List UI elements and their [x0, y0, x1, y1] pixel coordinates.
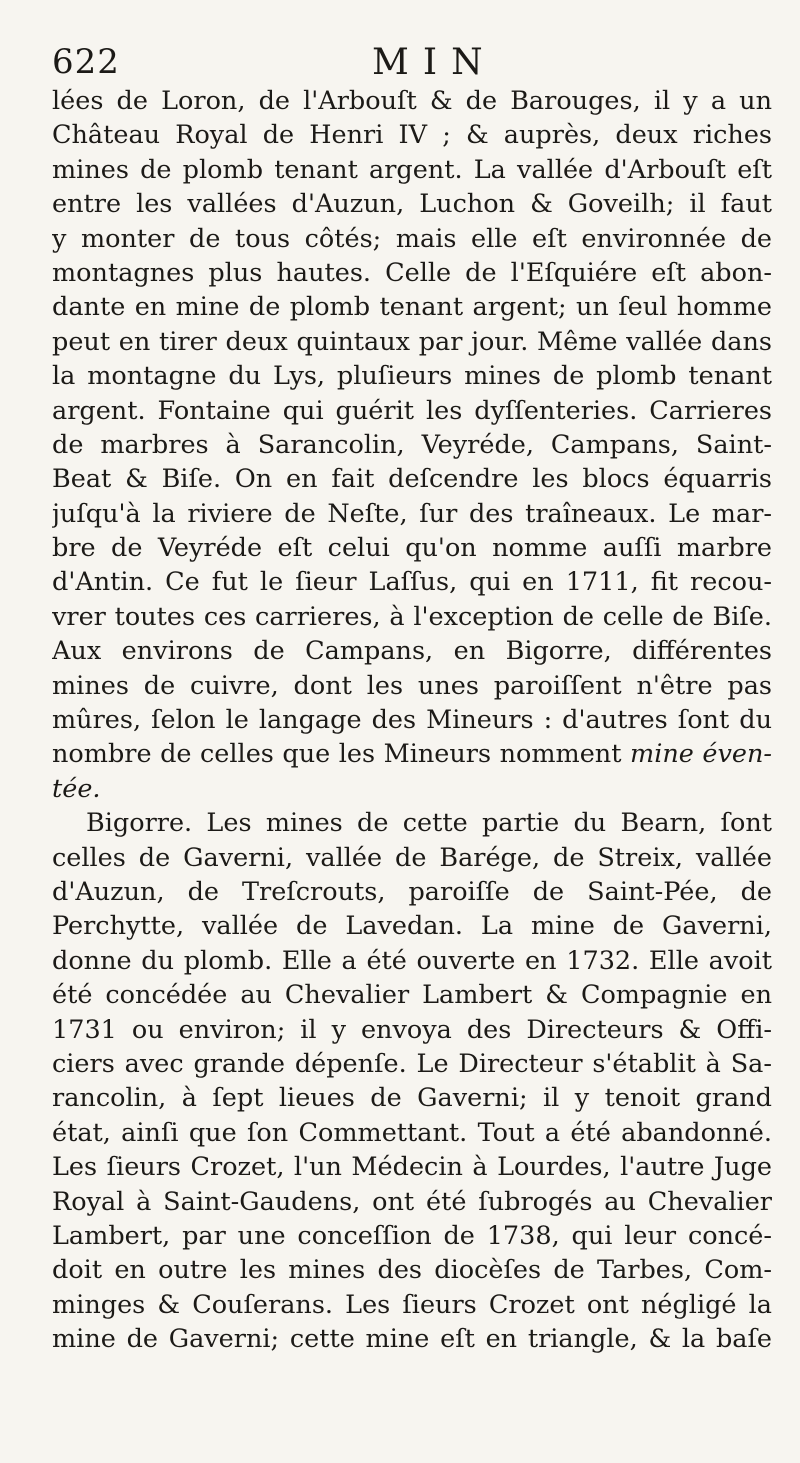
text-line: 1731 ou environ; il y envoya des Directeurs & Offi- [52, 1014, 772, 1045]
italic-term-end: tée. [52, 773, 101, 804]
text-line: d'Auzun, de Treſcrouts, paroiſſe de Saint-Pée, de [52, 876, 772, 907]
text-line: ciers avec grande dépenſe. Le Directeur s'établit à Sa- [52, 1048, 772, 1079]
text-line: montagnes plus hautes. Celle de l'Eſquiére eſt abon- [52, 257, 772, 288]
text-line: Royal à Saint-Gaudens, ont été ſubrogés au Chevalier [52, 1186, 772, 1217]
text-line: celles de Gaverni, vallée de Barége, de Streix, vallée [52, 842, 772, 873]
text-line: la montagne du Lys, pluſieurs mines de plomb tenant [52, 361, 772, 392]
text-line: de marbres à Sarancolin, Veyréde, Campans, Saint- [52, 429, 772, 460]
text-line: dante en mine de plomb tenant argent; un ſeul homme [52, 292, 772, 323]
text-line: doit en outre les mines des diocèſes de Tarbes, Com- [52, 1255, 772, 1286]
text-line: Les ſieurs Crozet, l'un Médecin à Lourdes, l'autre Juge [52, 1152, 772, 1183]
text-line [52, 772, 772, 806]
italic-term: mine éven- [630, 739, 772, 770]
text-line: d'Antin. Ce fut le ſieur Laſſus, qui en 1711, fit recou- [52, 567, 772, 598]
text-line: été concédée au Chevalier Lambert & Compagnie en [52, 980, 772, 1011]
text-line: lées de Loron, de l'Arbouſt & de Barouges, il y a un [52, 86, 772, 116]
text-line: mines de plomb tenant argent. La vallée d'Arbouſt eſt [52, 154, 772, 185]
text-line: juſqu'à la riviere de Neſte, ſur des traîneaux. Le mar- [52, 498, 772, 529]
paragraph [52, 84, 772, 806]
text-line: peut en tirer deux quintaux par jour. Même vallée dans [52, 326, 772, 357]
running-head [52, 42, 770, 86]
text-line: bre de Veyréde eſt celui qu'on nomme auſſi marbre [52, 533, 772, 564]
text-line: Bigorre. Les mines de cette partie du Bearn, ſont [86, 808, 772, 839]
text-line: Beat & Biſe. On en fait deſcendre les blocs équarris [52, 464, 772, 495]
text-line: argent. Fontaine qui guérit les dyſſenteries. Carrieres [52, 395, 772, 426]
text-line-with-italic [52, 737, 772, 771]
text-line: mine de Gaverni; cette mine eſt en triangle, & la baſe [52, 1324, 772, 1355]
text-line: entre les vallées d'Auzun, Luchon & Goveilh; il faut [52, 189, 772, 220]
text-fragment: nombre de celles que les Mineurs nomment [52, 739, 622, 770]
text-line: y monter de tous côtés; mais elle eſt environnée de [52, 223, 772, 254]
text-line: mûres, ſelon le langage des Mineurs : d'autres ſont du [52, 705, 772, 736]
text-line: vrer toutes ces carrieres, à l'exception de celle de Biſe. [52, 601, 772, 632]
paragraph [52, 806, 772, 1356]
page-number: 622 [52, 42, 120, 82]
text-line: Aux environs de Campans, en Bigorre, différentes [52, 636, 772, 667]
text-line: minges & Couſerans. Les ſieurs Crozet ont négligé la [52, 1289, 772, 1320]
running-title: MIN [372, 42, 497, 83]
text-line: Perchytte, vallée de Lavedan. La mine de Gaverni, [52, 911, 772, 942]
body-text [52, 84, 772, 1356]
text-line: donne du plomb. Elle a été ouverte en 1732. Elle avoit [52, 945, 772, 976]
text-line: Lambert, par une conceſſion de 1738, qui leur concé- [52, 1220, 772, 1251]
text-line: état, ainſi que ſon Commettant. Tout a été abandonné. [52, 1117, 772, 1148]
text-line: rancolin, à ſept lieues de Gaverni; il y tenoit grand [52, 1083, 772, 1114]
text-line: Château Royal de Henri IV ; & auprès, deux riches [52, 120, 772, 151]
text-line: mines de cuivre, dont les unes paroiſſent n'être pas [52, 670, 772, 701]
